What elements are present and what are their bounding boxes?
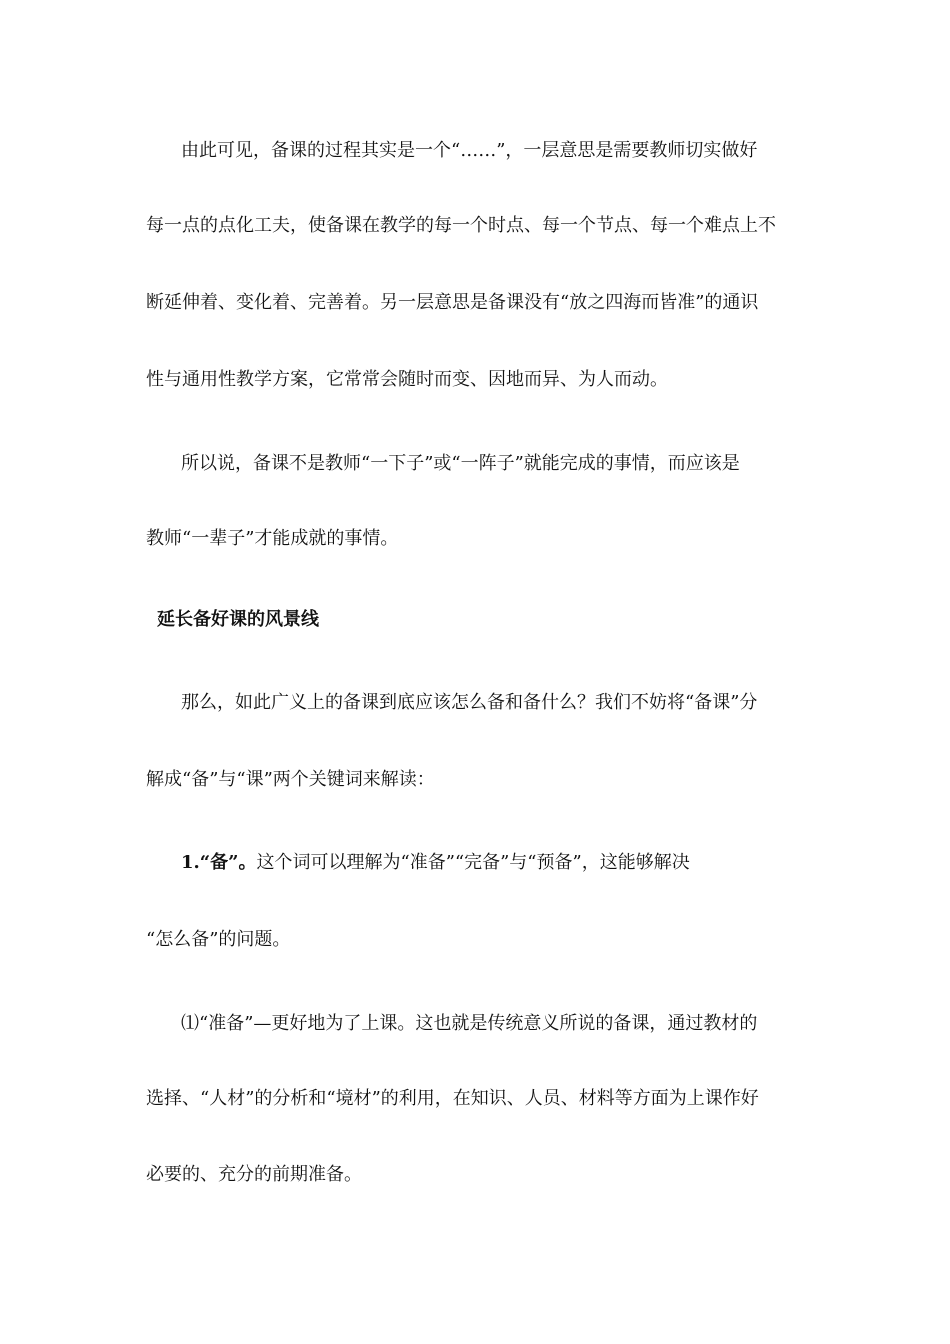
paragraph-1-line-2: 每一点的点化工夫，使备课在教学的每一个时点、每一个节点、每一个难点上不 [146, 215, 776, 236]
paragraph-2-line-2: 教师“一辈子”才能成就的事情。 [146, 528, 399, 549]
paragraph-5-line-2: 选择、“人材”的分析和“境材”的利用，在知识、人员、材料等方面为上课作好 [146, 1088, 759, 1109]
paragraph-4-line-1 [181, 851, 811, 875]
paragraph-1-line-1: 由此可见，备课的过程其实是一个“……”，一层意思是需要教师切实做好 [181, 140, 758, 161]
section-heading: 延长备好课的风景线 [157, 609, 319, 630]
paragraph-4-line-2: “怎么备”的问题。 [146, 929, 291, 950]
paragraph-3-line-1: 那么，如此广义上的备课到底应该怎么备和备什么？我们不妨将“备课”分 [181, 692, 758, 713]
paragraph-5-line-1: ⑴“准备”—更好地为了上课。这也就是传统意义所说的备课，通过教材的 [181, 1013, 758, 1034]
paragraph-1-line-3: 断延伸着、变化着、完善着。另一层意思是备课没有“放之四海而皆准”的通识 [146, 292, 759, 313]
paragraph-2-line-1: 所以说，备课不是教师“一下子”或“一阵子”就能完成的事情，而应该是 [181, 453, 740, 474]
paragraph-5-line-3: 必要的、充分的前期准备。 [146, 1164, 362, 1185]
paragraph-1-line-4: 性与通用性教学方案，它常常会随时而变、因地而异、为人而动。 [146, 369, 668, 390]
paragraph-3-line-2: 解成“备”与“课”两个关键词来解读： [146, 769, 435, 790]
item-1-label: 1.“备”。 [181, 852, 257, 873]
item-1-text: 这个词可以理解为“准备”“完备”与“预备”，这能够解决 [256, 852, 690, 873]
